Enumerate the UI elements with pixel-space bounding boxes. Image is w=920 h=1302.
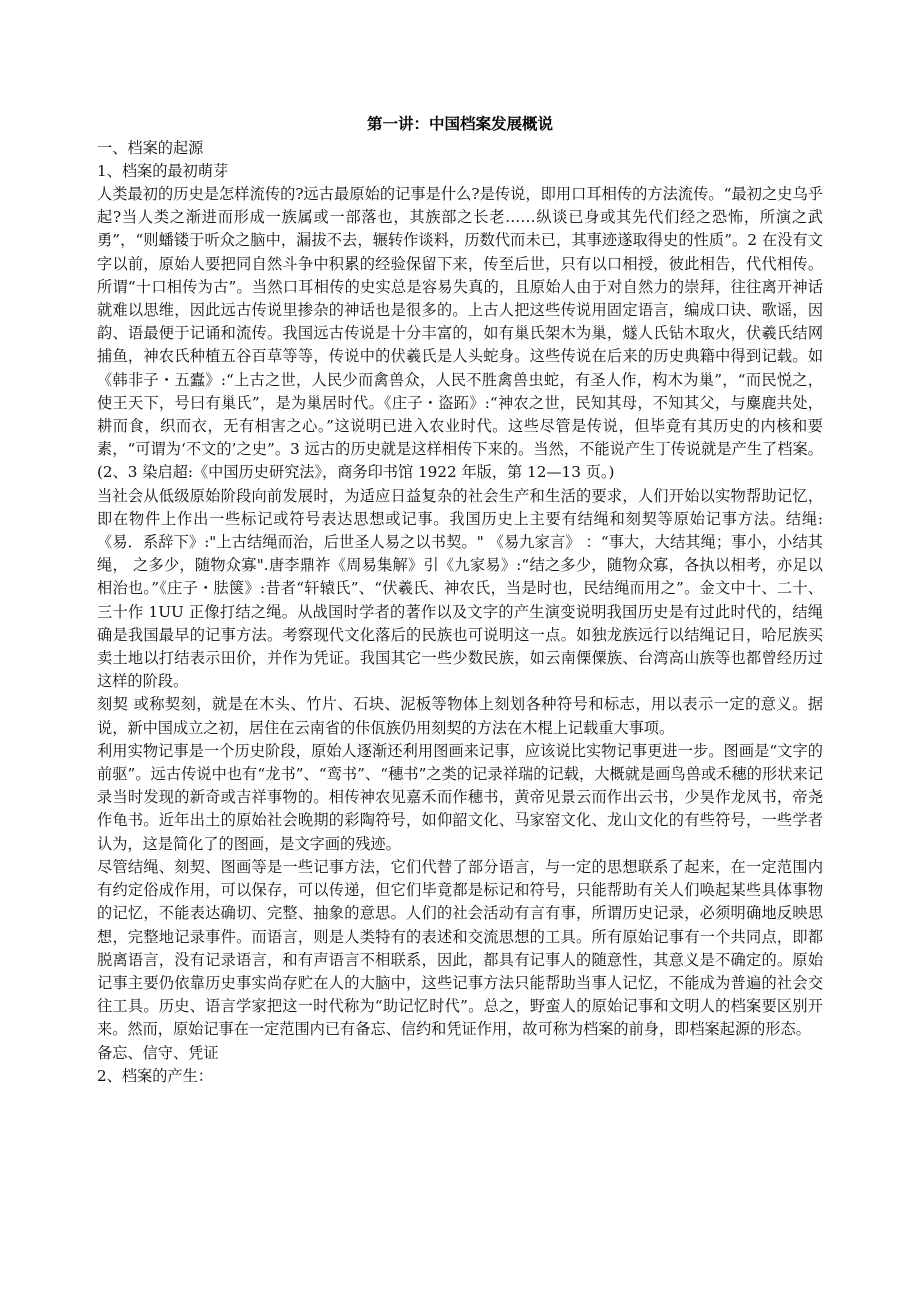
subsection-heading: 1、档案的最初萌芽 [97, 162, 229, 180]
paragraph-picture-records: 利用实物记事是一个历史阶段，原始人逐渐还利用图画来记事，应该说比实物记事更进一步。图画是“文字的前驱”。远古传说中也有“龙书”、“鸾书”、“穗书”之类的记录祥瑞的记载，大概就是画鸟兽或禾穗的形状来记录当时发现的新奇或吉祥事物的。相传神农见嘉禾而作穗书，黄帝见景云而作出云书，少昊作龙凤书，帝尧作龟书。近年出土的原始社会晚期的彩陶符号，如仰韶文化、马家窑文化、龙山文化的有些符号，一些学者认为，这是简化了的图画，是文字画的残迹。 [97, 741, 823, 853]
paragraph-carving-records: 刻契 或称契刻，就是在木头、竹片、石块、泥板等物体上刻划各种符号和标志，用以表示一定的意义。据说，新中国成立之初，居住在云南省的佧佤族仍用刻契的方法在木棍上记载重大事项。 [97, 695, 823, 737]
subsection-heading-2: 2、档案的产生： [97, 1066, 213, 1085]
summary-line: 备忘、信守、凭证 [97, 1043, 219, 1062]
paragraph-knot-records: 当社会从低级原始阶段向前发展时，为适应日益复杂的社会生产和生活的要求，人们开始以实物帮助记忆，即在物件上作出一些标记或符号表达思想或记事。我国历史上主要有结绳和刻契等原始记事方法。结绳:《易．系辞下》:"上古结绳而治，后世圣人易之以书契。" 《易九家言》 ：“事大，大结其绳；事小，小结其绳， 之多少，随物众寡".唐李鼎祚《周易集解》引《九家易》:“结之多少，随物众寡，各执以相考，亦足以相治也。”《庄子・胠箧》:昔者“轩辕氏”、“伏羲氏、神农氏，当是时也，民结绳而用之”。金文中十、二十、三十作 1UU 正像打结之绳。从战国时学者的著作以及文字的产生演变说明我国历史是有过此时代的，结绳确是我国最早的记事方法。考察现代文化落后的民族也可说明这一点。如独龙族远行以结绳记日，哈尼族买卖土地以打结表示田价，并作为凭证。我国其它一些少数民族，如云南傈僳族、台湾高山族等也都曾经历过这样的阶段。 [97, 486, 823, 691]
paragraph-primitive-records-summary: 尽管结绳、刻契、图画等是一些记事方法，它们代替了部分语言，与一定的思想联系了起来，在一定范围内有约定俗成作用，可以保存，可以传递，但它们毕竟都是标记和符号，只能帮助有关人们唤起某些具体事物的记忆，不能表达确切、完整、抽象的意思。人们的社会活动有言有事，所谓历史记录，必须明确地反映思想，完整地记录事件。而语言，则是人类特有的表述和交流思想的工具。所有原始记事有一个共同点，即都脱离语言，没有记录语言，和有声语言不相联系，因此，都具有记事人的随意性，其意义是不确定的。原始记事主要仍依靠历史事实尚存贮在人的大脑中，这些记事方法只能帮助当事人记忆，不能成为普遍的社会交往工具。历史、语言学家把这一时代称为“助记忆时代”。总之，野蛮人的原始记事和文明人的档案要区别开来。然而，原始记事在一定范围内已有备忘、信约和凭证作用，故可称为档案的前身，即档案起源的形态。 [97, 857, 823, 1039]
paragraph-oral-tradition: 人类最初的历史是怎样流传的?远古最原始的记事是什么?是传说，即用口耳相传的方法流传。“最初之史乌乎起?当人类之渐进而形成一族属或一部落也，其族部之长老……纵谈已身或其先代们经之恐怖，所演之武勇”，“则蟠镂于听众之脑中，漏拔不去，辗转作谈料，历数代而未已，其事迹遂取得史的性质”。2 在没有文字以前，原始人要把同自然斗争中积累的经验保留下来，传至后世，只有以口相授，彼此相告，代代相传。所谓“十口相传为古”。当然口耳相传的史实总是容易失真的，且原始人由于对自然力的崇拜，往往离开神话就难以思维，因此远古传说里掺杂的神话也是很多的。上古人把这些传说用固定语言，编成口诀、歌谣，因韵、语最便于记诵和流传。我国远古传说是十分丰富的，如有巢氏架木为巢，燧人氏钻木取火，伏羲氏结网捕鱼，神农氏种植五谷百草等等，传说中的伏羲氏是人头蛇身。这些传说在后来的历史典籍中得到记载。如《韩非子・五蠹》:“上古之世，人民少而禽兽众，人民不胜禽兽虫蛇，有圣人作，构木为巢”，“而民悦之，使王天下，号曰有巢氏”，是为巢居时代。《庄子・盗跖》:“神农之世，民知其母，不知其父，与麋鹿共处，耕而食，织而衣，无有相害之心。”这说明已进入农业时代。这些尽管是传说，但毕竟有其历史的内核和要素，“可谓为‘不文的’之史”。3 远古的历史就是这样相传下来的。当然，不能说产生丁传说就是产生了档案。(2、3 染启超:《中国历史研究法》，商务印书馆 1922 年版，第 12—13 页。) [97, 185, 823, 482]
page-title: 第一讲：中国档案发展概说 [366, 114, 553, 133]
section-heading: 一、档案的起源 [97, 139, 204, 157]
document-body [97, 112, 823, 1088]
